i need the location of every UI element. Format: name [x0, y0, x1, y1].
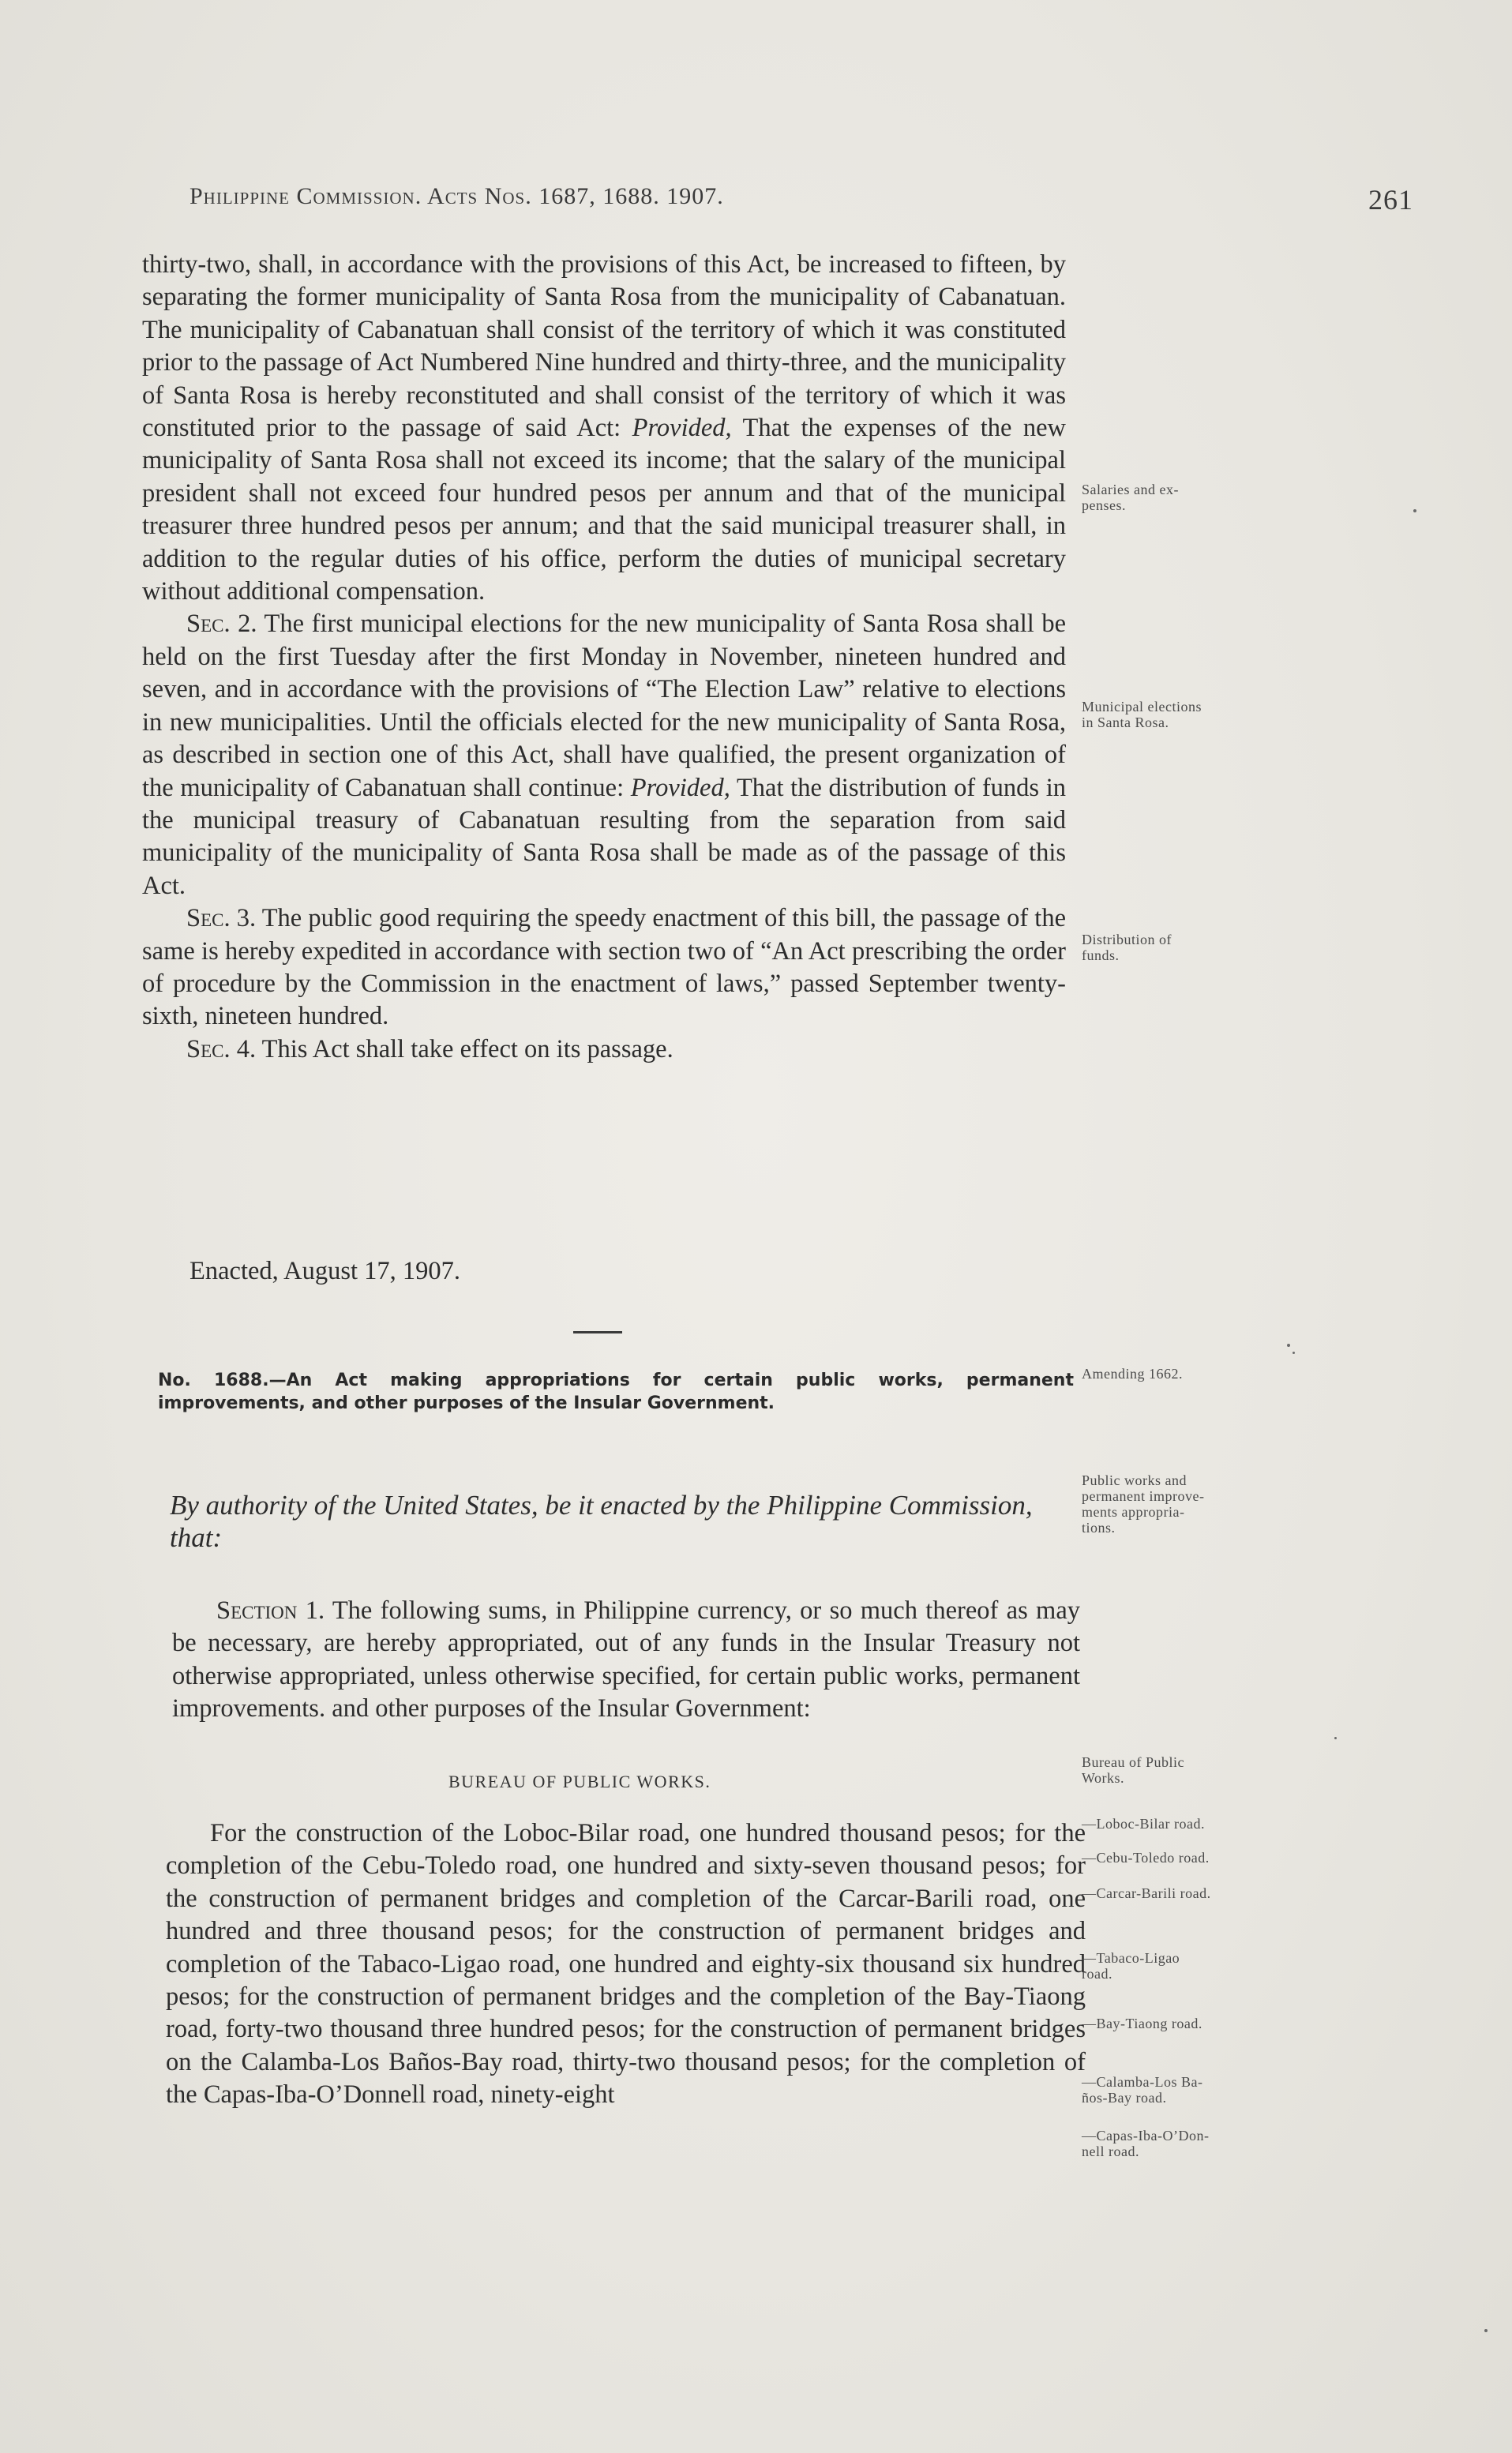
scan-speck [1293, 1352, 1295, 1354]
margin-note-tabaco: —Tabaco-Ligao road. [1082, 1950, 1180, 1982]
bureau-heading: BUREAU OF PUBLIC WORKS. [448, 1772, 711, 1791]
margin-note-salaries: Salaries and ex- penses. [1082, 482, 1179, 513]
act-1688-section-1 [172, 1595, 1080, 1726]
section-divider-rule [573, 1331, 622, 1333]
paragraph-section-3: Sec. 3. The public good requiring the speedy enactment of this bill, the passage of the same is hereby expedited in accordance with section two of “An Act prescribing the order of procedure by the Commission in the enactment of laws,” passed September twenty-sixth, nineteen hundred. [142, 904, 1066, 1031]
act-1688-roads [166, 1817, 1086, 2112]
margin-note-amending: Amending 1662. [1082, 1366, 1183, 1382]
enacted-date: Enacted, August 17, 1907. [189, 1257, 461, 1285]
margin-note-capas: —Capas-Iba-O’Don- nell road. [1082, 2128, 1210, 2159]
scan-speck [1413, 509, 1416, 512]
scan-speck [1334, 1737, 1337, 1739]
running-title: Philippine Commission. Acts Nos. 1687, 1688. 1907. [189, 183, 724, 209]
scan-speck [1287, 1344, 1290, 1347]
act-1687-body [142, 249, 1066, 1066]
margin-note-cebu: —Cebu-Toledo road. [1082, 1850, 1210, 1866]
margin-note-calamba: —Calamba-Los Ba- ños-Bay road. [1082, 2074, 1203, 2106]
margin-note-elections: Municipal elections in Santa Rosa. [1082, 699, 1202, 730]
paragraph-section-1: Section 1. The following sums, in Philippine currency, or so much thereof as may be necessary, are hereby appropriated, out of any funds in the Insular Treasury not otherwise appropriated, unless otherwise specified, for certain public works, permanent improvements. and other purposes of the Insular Government: [172, 1596, 1080, 1723]
paragraph-section-2: Sec. 2. The first municipal elections for the new municipality of Santa Rosa shall be held on the first Tuesday after the first Monday in November, nineteen hundred and seven, and in accordance with the provisions of “The Election Law” relative to elections in new municipalities. Until the officials elected for the new municipality of Santa Rosa, as described in section one of this Act, shall have qualified, the present organization of the municipality of Cabanatuan shall continue: Provided, That the distribution of funds in the municipal treasury of Cabanatuan resulting from the separation from said municipality of the municipality of Santa Rosa shall be made as of the passage of this Act. [142, 609, 1066, 900]
paragraph-section-1-continued: thirty-two, shall, in accordance with the provisions of this Act, be increased to fifteen, by separating the former municipality of Santa Rosa from the municipality of Cabanatuan. The municipality of Cabanatuan shall consist of the territory of which it was constituted prior to the passage of Act Numbered Nine hundred and thirty-three, and the municipality of Santa Rosa is hereby reconstituted and shall consist of the territory of which it was constituted prior to the passage of said Act: Provided, That the expenses of the new municipality of Santa Rosa shall not exceed its income; that the salary of the municipal president shall not exceed four hundred pesos per annum and that of the municipal treasurer three hundred pesos per annum; and that the said municipal treasurer shall, in addition to the regular duties of his office, perform the duties of municipal secretary without additional compensation. [142, 250, 1066, 606]
margin-note-carcar: —Carcar-Barili road. [1082, 1885, 1211, 1901]
scan-speck [1484, 2329, 1488, 2332]
act-1688-title: No. 1688.—An Act making appropriations for certain public works, permanent improvements, and other purposes of the Insular Government. [158, 1371, 1074, 1413]
running-header [189, 183, 1413, 221]
enacting-clause: By authority of the United States, be it enacted by the Philippine Commission, that: [170, 1490, 1033, 1553]
margin-note-public-works: Public works and permanent improve- ments appropria- tions. [1082, 1472, 1205, 1536]
margin-note-loboc: —Loboc-Bilar road. [1082, 1816, 1205, 1832]
margin-note-distribution: Distribution of funds. [1082, 932, 1172, 963]
margin-note-bay: —Bay-Tiaong road. [1082, 2016, 1202, 2031]
page-number: 261 [1368, 184, 1413, 216]
paragraph-section-4: Sec. 4. This Act shall take effect on its passage. [186, 1034, 673, 1063]
margin-note-bureau: Bureau of Public Works. [1082, 1754, 1184, 1786]
paragraph-roads: For the construction of the Loboc-Bilar road, one hundred thousand pesos; for the completion of the Cebu-Toledo road, one hundred and sixty-seven thousand pesos; for the construction of permanent bridges and completion of the Carcar-Barili road, one hundred and three thousand pesos; for the construction of permanent bridges and completion of the Tabaco-Ligao road, one hundred and eighty-six thousand six hundred pesos; for the construction of permanent bridges and the completion of the Bay-Tiaong road, forty-two thousand three hundred pesos; for the construction of permanent bridges on the Calamba-Los Baños-Bay road, thirty-two thousand pesos; for the completion of the Capas-Iba-O’Donnell road, ninety-eight [166, 1819, 1086, 2110]
